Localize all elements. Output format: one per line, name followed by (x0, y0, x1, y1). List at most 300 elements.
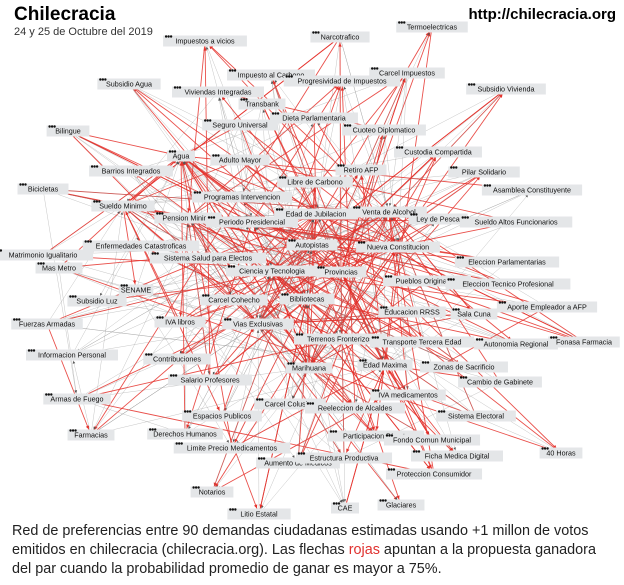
node-anchor-dot (550, 336, 552, 338)
node-anchor-dot (386, 434, 388, 436)
node-label: Limite Precio Medicamentos (186, 443, 278, 453)
node-contribuciones (143, 353, 210, 364)
node-notarios (191, 486, 234, 497)
node-label: Pueblos Originarios (395, 276, 459, 286)
node-anchor-dot (396, 146, 398, 148)
node-retiro-afp (336, 164, 387, 175)
node-anchor-dot (309, 402, 311, 404)
node-label: Carcel Impuestos (379, 68, 435, 78)
node-label: Autonomia Regional (483, 339, 549, 349)
node-label: Termoelectricas (406, 22, 458, 32)
node-label: Sistema Electoral (448, 411, 504, 421)
node-iva-libros (155, 316, 206, 327)
node-anchor-dot (284, 176, 286, 178)
node-label: Subsidio Luz (76, 296, 118, 306)
node-reeleccion-de-alcaldes (305, 402, 405, 413)
node-anchor-dot (19, 183, 21, 185)
node-sename (119, 284, 154, 295)
node-anchor-dot (230, 265, 232, 267)
node-label: Fondo Comun Municipal (393, 435, 471, 445)
node-label: Bilingue (55, 126, 81, 136)
node-anchor-dot (447, 278, 449, 280)
node-anchor-dot (333, 502, 335, 504)
node-anchor-dot (181, 442, 183, 444)
node-anchor-dot (307, 402, 309, 404)
node-label: Proteccion Consumidor (396, 469, 472, 479)
node-anchor-dot (22, 183, 24, 185)
node-label: Zonas de Sacrificio (433, 362, 495, 372)
node-anchor-dot (284, 293, 286, 295)
node-label: Litio Estatal (240, 509, 278, 519)
node-anchor-dot (478, 338, 480, 340)
node-informacion-personal (26, 349, 118, 360)
node-anchor-dot (438, 410, 440, 412)
edge-arrowhead (133, 280, 136, 284)
node-viviendas-integradas (172, 86, 264, 97)
node-anchor-dot (93, 200, 95, 202)
node-anchor-dot (156, 316, 158, 318)
node-anchor-dot (393, 468, 395, 470)
node-anchor-dot (231, 69, 233, 71)
node-anchor-dot (443, 410, 445, 412)
node-anchor-dot (178, 442, 180, 444)
node-anchor-dot (91, 165, 93, 167)
node-anchor-dot (51, 125, 53, 127)
node-anchor-dot (260, 457, 262, 459)
node-label: Fonasa Farmacia (556, 337, 612, 347)
node-anchor-dot (382, 499, 384, 501)
node-label: Custodia Compartida (404, 147, 472, 157)
node-anchor-dot (259, 398, 261, 400)
node-anchor-dot (501, 301, 503, 303)
node-anchor-dot (346, 124, 348, 126)
node-label: Terrenos Fronterizos (307, 334, 373, 344)
node-anchor-dot (205, 294, 207, 296)
node-eleccion-parlamentarias (455, 256, 559, 267)
node-anchor-dot (388, 468, 390, 470)
node-anchor-dot (286, 75, 288, 77)
node-anchor-dot (330, 430, 332, 432)
node-40-horas (540, 447, 583, 458)
node-matrimonio-igualitario (0, 249, 93, 260)
node-anchor-dot (170, 374, 172, 376)
node-anchor-dot (30, 349, 32, 351)
node-anchor-dot (37, 262, 39, 264)
node-label: Participacion Directa (343, 431, 409, 441)
node-label: Subsidio Agua (106, 79, 152, 89)
node-anchor-dot (286, 293, 288, 295)
edge-arrowhead (226, 440, 229, 443)
node-asamblea-constituyente (482, 184, 582, 195)
node-label: Narcotrafico (320, 32, 360, 42)
node-label: Edad de Jubilacion (285, 209, 347, 219)
node-label: Impuesto al Carbono (237, 70, 305, 80)
node-label: Espacios Publicos (192, 411, 252, 421)
node-anchor-dot (379, 499, 381, 501)
node-label: Matrimonio Igualitario (8, 250, 78, 260)
node-anchor-dot (462, 256, 464, 258)
node-anchor-dot (401, 21, 403, 23)
node-label: Agua (172, 151, 190, 161)
node-derechos-humanos (147, 428, 223, 439)
node-anchor-dot (462, 376, 464, 378)
node-anchor-dot (300, 452, 302, 454)
node-anchor-dot (172, 374, 174, 376)
node-anchor-dot (256, 398, 258, 400)
node-anchor-dot (48, 125, 50, 127)
node-anchor-dot (359, 359, 361, 361)
node-anchor-dot (87, 240, 89, 242)
node-anchor-dot (317, 31, 319, 33)
node-programas-intervencion (192, 191, 292, 202)
node-termoelectricas (396, 21, 468, 32)
node-anchor-dot (353, 206, 355, 208)
node-anchor-dot (24, 183, 26, 185)
node-anchor-dot (208, 216, 210, 218)
node-anchor-dot (13, 318, 15, 320)
node-anchor-dot (317, 266, 319, 268)
node-anchor-dot (424, 361, 426, 363)
node-anchor-dot (228, 265, 230, 267)
node-label: Carcel Cohecho (208, 295, 260, 305)
node-anchor-dot (258, 457, 260, 459)
node-custodia-compartida (394, 146, 482, 157)
page-title: Chilecracia (14, 4, 116, 25)
node-label: Farmacias (74, 430, 108, 440)
node-narcotrafico (310, 31, 369, 42)
node-label: Pension Minima (162, 213, 214, 223)
node-ficha-medica-digital (411, 450, 503, 461)
node-anchor-dot (298, 333, 300, 335)
caption-highlight: rojas (348, 542, 380, 558)
node-anchor-dot (450, 166, 452, 168)
node-anchor-dot (288, 239, 290, 241)
node-anchor-dot (195, 486, 197, 488)
node-label: Dieta Parlamentaria (282, 113, 346, 123)
node-anchor-dot (282, 176, 284, 178)
node-nueva-constitucion (356, 241, 440, 252)
node-educacion-rrss (378, 306, 445, 317)
node-anchor-dot (489, 184, 491, 186)
node-anchor-dot (96, 200, 98, 202)
node-salario-profesores (168, 374, 252, 385)
node-anchor-dot (398, 146, 400, 148)
node-sueldo-altos-funcionarios (460, 216, 573, 227)
node-anchor-dot (452, 308, 454, 310)
edge-arrowhead (257, 330, 260, 333)
node-farmacias (68, 429, 115, 440)
node-anchor-dot (96, 165, 98, 167)
node-anchor-dot (376, 67, 378, 69)
node-ciencia-y-tecnologia (226, 265, 318, 276)
node-anchor-dot (358, 241, 360, 243)
node-anchor-dot (148, 353, 150, 355)
node-anchor-dot (234, 508, 236, 510)
node-anchor-dot (374, 336, 376, 338)
node-limite-precio-medicamentos (174, 442, 291, 453)
node-label: Contribuciones (153, 354, 201, 364)
node-anchor-dot (277, 112, 279, 114)
node-label: IVA medicamentos (378, 390, 438, 400)
node-anchor-dot (291, 239, 293, 241)
node-pilar-solidario (448, 166, 520, 177)
node-anchor-dot (372, 389, 374, 391)
node-anchor-dot (372, 336, 374, 338)
node-sistema-salud-para-electos (150, 252, 267, 263)
node-label: Educacion RRSS (384, 307, 440, 317)
node-anchor-dot (157, 252, 159, 254)
node-label: Adulto Mayor (218, 155, 262, 165)
node-label: Reeleccion de Alcaldes (317, 403, 393, 413)
node-seguro-universal (202, 119, 278, 130)
node-label: Autopistas (295, 240, 329, 250)
node-anchor-dot (149, 428, 151, 430)
node-label: Sala Cuna (457, 309, 491, 319)
node-anchor-dot (320, 266, 322, 268)
node-anchor-dot (356, 206, 358, 208)
node-anchor-dot (281, 293, 283, 295)
node-label: CAE (337, 503, 353, 513)
node-subsidio-vivienda (466, 83, 546, 94)
site-url: http://chilecracia.org (468, 6, 616, 23)
node-anchor-dot (233, 265, 235, 267)
node-anchor-dot (468, 83, 470, 85)
node-mas-metro (36, 262, 83, 273)
node-periodo-presidencial (206, 216, 298, 227)
node-transbank (239, 98, 286, 109)
node-anchor-dot (45, 393, 47, 395)
node-anchor-dot (453, 166, 455, 168)
node-anchor-dot (186, 410, 188, 412)
node-impuestos-a-vicios (163, 35, 247, 46)
node-anchor-dot (301, 333, 303, 335)
node-anchor-dot (69, 295, 71, 297)
node-anchor-dot (169, 150, 171, 152)
node-label: Sueldo Minimo (99, 201, 147, 211)
node-anchor-dot (486, 184, 488, 186)
node-subsidio-luz (67, 295, 126, 306)
node-anchor-dot (196, 191, 198, 193)
caption-text-start: Red de preferencias entre 90 demandas ciudadanas estimadas usando +1 millon de votos emitidos en chilecracia (chilecracia.org). Las flechas (12, 523, 589, 558)
node-anchor-dot (360, 241, 362, 243)
node-label: Glaciares (385, 500, 417, 510)
node-anchor-dot (371, 67, 373, 69)
node-anchor-dot (473, 83, 475, 85)
node-anchor-dot (174, 86, 176, 88)
node-label: Carcel Colusion (264, 399, 316, 409)
node-armas-de-fuego (43, 393, 110, 404)
node-anchor-dot (85, 240, 87, 242)
node-label: Sistema Salud para Electos (163, 253, 253, 263)
node-anchor-dot (377, 336, 379, 338)
edge-arrowhead (344, 87, 346, 90)
node-label: Provincias (324, 267, 358, 277)
node-iva-medicamentos (370, 389, 446, 400)
node-autonomia-regional (474, 338, 558, 349)
node-anchor-dot (358, 206, 360, 208)
node-label: Seguro Universal (212, 120, 268, 130)
node-anchor-dot (145, 353, 147, 355)
node-anchor-dot (344, 124, 346, 126)
node-anchor-dot (184, 410, 186, 412)
node-label: Salario Profesores (180, 375, 240, 385)
node-label: Progresividad de Impuestos (297, 76, 387, 86)
node-label: Nueva Constitucion (366, 242, 430, 252)
node-anchor-dot (176, 442, 178, 444)
node-proteccion-consumidor (386, 468, 482, 479)
node-anchor-dot (450, 278, 452, 280)
node-anchor-dot (332, 430, 334, 432)
node-label: Vias Exclusivas (233, 319, 283, 329)
node-anchor-dot (375, 389, 377, 391)
node-anchor-dot (298, 452, 300, 454)
node-aporte-empleador-a-afp (497, 301, 597, 312)
node-agua (167, 150, 195, 161)
node-anchor-dot (422, 361, 424, 363)
node-anchor-dot (440, 410, 442, 412)
node-anchor-dot (403, 21, 405, 23)
node-label: Retiro AFP (343, 165, 379, 175)
node-anchor-dot (33, 349, 35, 351)
node-ley-de-pesca (408, 213, 467, 224)
node-anchor-dot (315, 31, 317, 33)
edge-arrowhead (73, 361, 76, 364)
node-anchor-dot (312, 31, 314, 33)
node-label: Derechos Humanos (153, 429, 217, 439)
node-anchor-dot (459, 256, 461, 258)
node-label: 40 Horas (546, 448, 576, 458)
node-sala-cuna (451, 308, 498, 319)
node-label: Venta de Alcohol (362, 207, 416, 217)
node-adulto-mayor (210, 154, 269, 165)
node-anchor-dot (279, 176, 281, 178)
node-anchor-dot (16, 318, 18, 320)
node-anchor-dot (99, 78, 101, 80)
node-anchor-dot (464, 216, 466, 218)
node-label: Mas Metro (42, 263, 76, 273)
node-anchor-dot (156, 212, 158, 214)
node-anchor-dot (553, 336, 555, 338)
node-anchor-dot (385, 275, 387, 277)
node-anchor-dot (380, 306, 382, 308)
node-anchor-dot (72, 295, 74, 297)
node-label: Sueldo Altos Funcionarios (474, 217, 558, 227)
node-anchor-dot (276, 208, 278, 210)
node-label: SENAME (120, 285, 152, 295)
node-label: Periodo Presidencial (219, 217, 285, 227)
node-anchor-dot (199, 191, 201, 193)
node-anchor-dot (176, 86, 178, 88)
node-anchor-dot (457, 256, 459, 258)
node-edad-maxima (357, 359, 412, 370)
node-sistema-electoral (436, 410, 516, 421)
node-anchor-dot (272, 112, 274, 114)
node-anchor-dot (476, 338, 478, 340)
node-autopistas (287, 239, 338, 250)
node-anchor-dot (413, 450, 415, 452)
node-anchor-dot (165, 35, 167, 37)
node-anchor-dot (189, 410, 191, 412)
preference-edge (59, 268, 77, 399)
node-anchor-dot (410, 213, 412, 215)
network-nodes (0, 21, 620, 519)
node-anchor-dot (363, 241, 365, 243)
node-eleccion-tecnico-profesional (446, 278, 571, 289)
node-estructura-productiva (296, 452, 392, 463)
node-anchor-dot (152, 252, 154, 254)
node-anchor-dot (296, 333, 298, 335)
node-anchor-dot (455, 166, 457, 168)
figure-caption (12, 522, 616, 579)
node-anchor-dot (452, 278, 454, 280)
node-anchor-dot (401, 146, 403, 148)
node-bilingue (47, 125, 90, 136)
node-anchor-dot (154, 252, 156, 254)
node-label: Subsidio Vivienda (477, 84, 535, 94)
node-barrios-integrados (89, 165, 173, 176)
node-anchor-dot (232, 508, 234, 510)
node-anchor-dot (202, 294, 204, 296)
page-subtitle: 24 y 25 de Octubre del 2019 (14, 26, 153, 38)
node-anchor-dot (415, 450, 417, 452)
node-litio-estatal (227, 508, 290, 519)
node-label: Informacion Personal (38, 350, 106, 360)
node-label: Libre de Carbono (287, 177, 343, 187)
node-anchor-dot (418, 450, 420, 452)
node-label: Edad Maxima (363, 360, 407, 370)
node-label: Notarios (198, 487, 226, 497)
node-anchor-dot (215, 154, 217, 156)
node-label: Programas Intervencion (203, 192, 281, 202)
node-anchor-dot (504, 301, 506, 303)
node-fuerzas-armadas (11, 318, 83, 329)
node-anchor-dot (204, 119, 206, 121)
edge-arrowhead (121, 212, 124, 215)
node-anchor-dot (467, 216, 469, 218)
node-anchor-dot (194, 191, 196, 193)
node-label: Ley de Pesca (416, 214, 460, 224)
node-anchor-dot (69, 429, 71, 431)
node-sueldo-minimo (91, 200, 154, 211)
node-anchor-dot (470, 83, 472, 85)
node-label: Pilar Solidario (461, 167, 507, 177)
node-label: Eleccion Tecnico Profesional (462, 279, 554, 289)
node-anchor-dot (335, 430, 337, 432)
node-anchor-dot (398, 21, 400, 23)
node-anchor-dot (224, 318, 226, 320)
node-cuoteo-diplomatico (342, 124, 426, 135)
node-label: Ficha Medica Digital (424, 451, 490, 461)
node-label: Eleccion Parlamentarias (468, 257, 546, 267)
node-label: Impuestos a vicios (175, 36, 235, 46)
node-enfermedades-catastroficas (83, 240, 200, 251)
node-espacios-publicos (182, 410, 262, 421)
node-anchor-dot (499, 301, 501, 303)
node-anchor-dot (413, 213, 415, 215)
node-anchor-dot (170, 35, 172, 37)
node-anchor-dot (374, 67, 376, 69)
node-anchor-dot (390, 275, 392, 277)
node-anchor-dot (229, 508, 231, 510)
node-label: Marihuana (292, 363, 326, 373)
node-label: Transporte Tercera Edad (382, 337, 462, 347)
node-anchor-dot (167, 35, 169, 37)
node-anchor-dot (312, 402, 314, 404)
node-label: Barrios Integrados (101, 166, 161, 176)
node-glaciares (378, 499, 425, 510)
node-anchor-dot (460, 376, 462, 378)
node-fonasa-farmacia (548, 336, 620, 347)
